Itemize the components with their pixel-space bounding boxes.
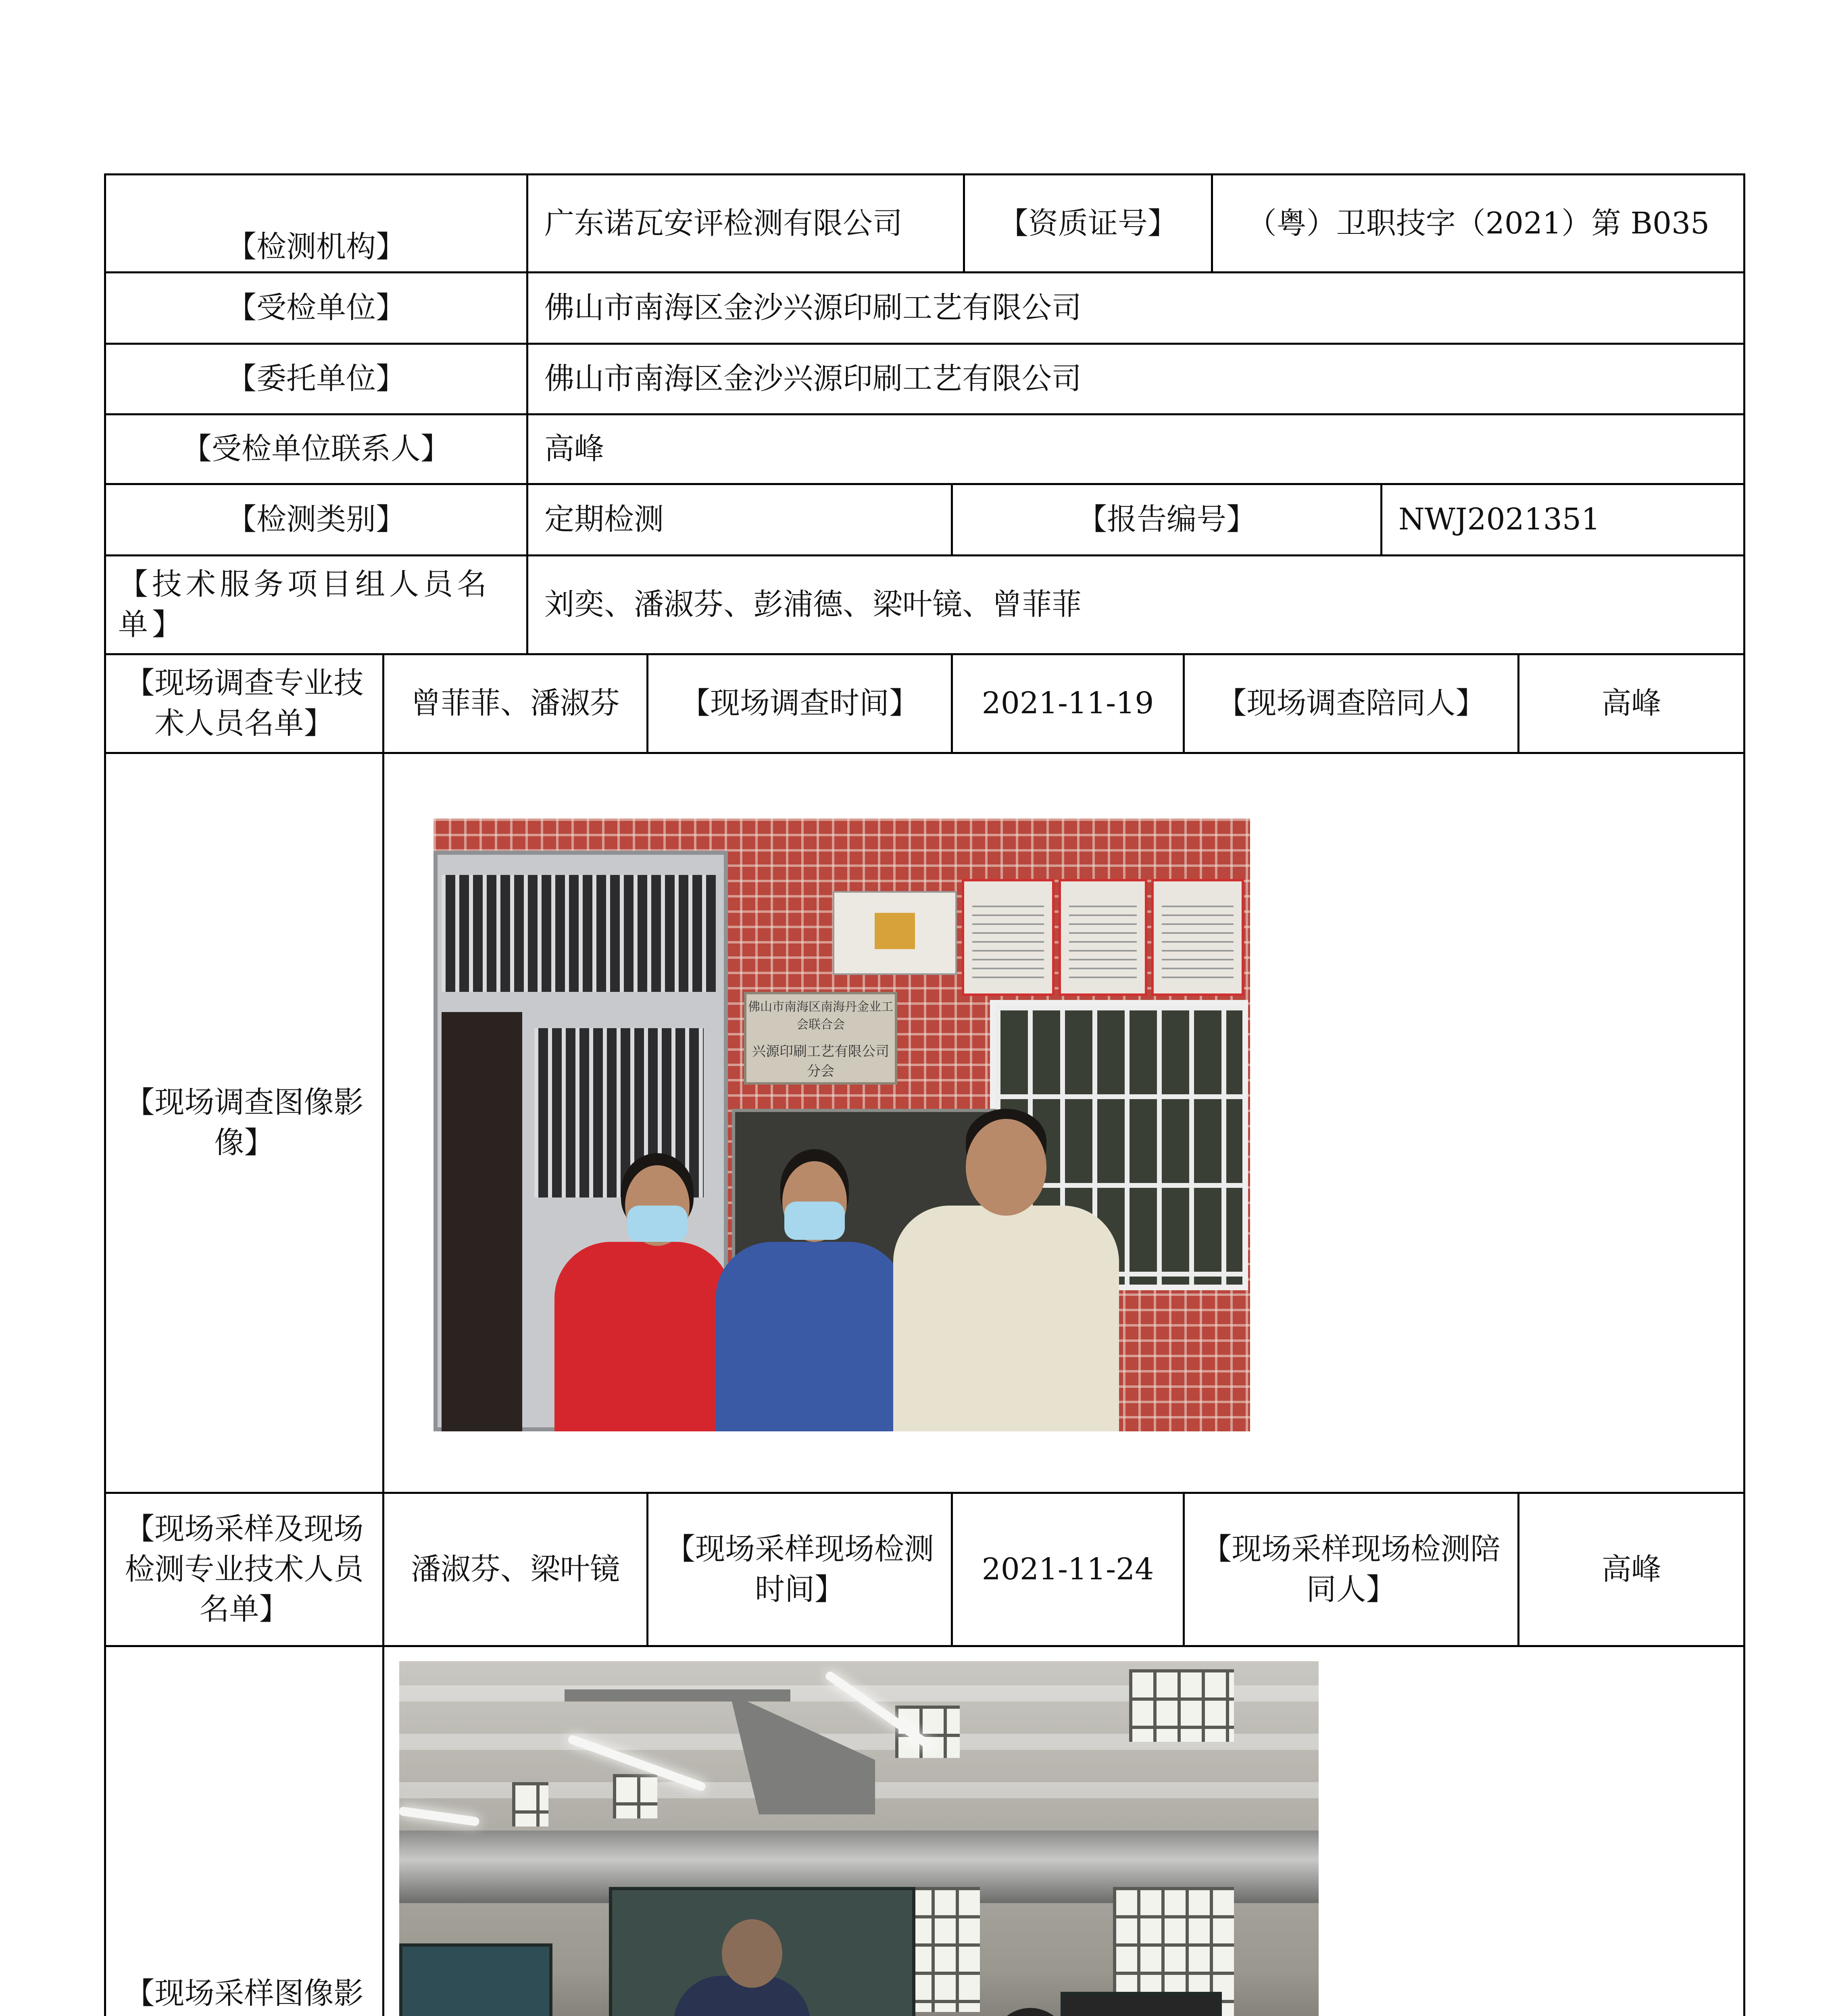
client-unit-label: 【委托单位】: [227, 361, 406, 396]
survey-photo-label-cell: [104, 752, 384, 1494]
survey-photo: [433, 818, 1250, 1431]
sampling-companion-value: 高峰: [1601, 1552, 1661, 1587]
sampling-staff-value: 潘淑芬、梁叶镜: [411, 1552, 620, 1587]
factory-window: [512, 1782, 548, 1826]
sampling-photo: [399, 1661, 1319, 2016]
notice-board-1: [962, 879, 1055, 996]
contact-value-cell: [526, 413, 1745, 485]
survey-staff-value: 曾菲菲、潘淑芬: [411, 686, 620, 721]
sampling-photo-label: 【现场采样图像影: [125, 1976, 364, 2011]
notice-board-3: [1151, 879, 1244, 996]
cert-value: （粤）卫职技字（2021）第 B035: [1246, 206, 1710, 241]
team-value: 刘奕、潘淑芬、彭浦德、梁叶镜、曾菲菲: [544, 587, 1082, 622]
client-unit-label-cell: [104, 343, 528, 415]
person-red-shirt-mask: [627, 1206, 688, 1242]
sampling-time-value: 2021-11-24: [982, 1552, 1154, 1587]
institution-label: 【检测机构】: [227, 229, 406, 264]
sampling-time-value-cell: [951, 1492, 1185, 1647]
institution-label-cell: [104, 173, 528, 273]
doorway: [442, 1012, 522, 1431]
contact-value: 高峰: [544, 431, 604, 467]
client-unit-value: 佛山市南海区金沙兴源印刷工艺有限公司: [544, 361, 1082, 396]
survey-time-label: 【现场调查时间】: [680, 686, 919, 721]
survey-staff-label: 【现场调查专业技术人员名单】: [125, 666, 364, 741]
report-number-label: 【报告编号】: [1077, 502, 1256, 537]
survey-time-value-cell: [951, 653, 1185, 754]
factory-window: [1129, 1669, 1234, 1742]
sampling-companion-label: 【现场采样现场检测陪同人】: [1202, 1531, 1501, 1607]
survey-time-value: 2021-11-19: [982, 686, 1154, 721]
person-red-shirt: [554, 1242, 732, 1431]
survey-companion-label: 【现场调查陪同人】: [1217, 686, 1486, 721]
survey-companion-label-cell: [1183, 653, 1519, 754]
survey-photo-label: 【现场调查图像影像】: [125, 1085, 364, 1160]
cert-label: 【资质证号】: [998, 206, 1178, 241]
sampling-photo-label-cell: [104, 1645, 384, 2016]
institution-value: 广东诺瓦安评检测有限公司: [544, 206, 902, 241]
sampling-time-label: 【现场采样现场检测时间】: [665, 1531, 934, 1607]
worker-plaid-shirt-head: [722, 1919, 782, 1988]
person-cream-jacket-head: [966, 1119, 1046, 1216]
machine-right: [1061, 1992, 1222, 2016]
union-sign: [744, 992, 897, 1085]
report-number-value: NWJ2021351: [1398, 502, 1601, 537]
team-label: 【技术服务项目组人员名单】: [118, 567, 491, 642]
team-label-cell: [104, 554, 528, 655]
inspected-unit-value-cell: [526, 271, 1745, 345]
survey-companion-value: 高峰: [1601, 686, 1661, 721]
category-value: 定期检测: [544, 502, 664, 537]
notice-board-2: [1059, 879, 1147, 996]
category-value-cell: [526, 483, 953, 556]
survey-companion-value-cell: [1517, 653, 1745, 754]
machine-left: [399, 1943, 552, 2016]
sampling-companion-label-cell: [1183, 1492, 1519, 1647]
factory-window: [613, 1774, 657, 1818]
survey-time-label-cell: [646, 653, 953, 754]
person-blue-uniform-mask: [784, 1202, 845, 1240]
sampling-staff-label-cell: [104, 1492, 384, 1647]
contact-label: 【受检单位联系人】: [182, 431, 450, 467]
union-sign-line1: 佛山市南海区南海丹金业工会联合会: [748, 1000, 893, 1032]
door-upper-grille: [442, 875, 716, 992]
survey-staff-label-cell: [104, 653, 384, 754]
report-number-label-cell: [951, 483, 1382, 556]
client-unit-value-cell: [526, 343, 1745, 415]
machine-hood: [565, 1689, 790, 1702]
sampling-time-label-cell: [646, 1492, 953, 1647]
inspected-unit-label-cell: [104, 271, 528, 345]
cert-label-cell: [963, 173, 1213, 273]
inspected-unit-label: 【受检单位】: [227, 290, 406, 325]
inspected-unit-value: 佛山市南海区金沙兴源印刷工艺有限公司: [544, 290, 1082, 325]
sampling-staff-label: 【现场采样及现场检测专业技术人员名单】: [125, 1511, 364, 1627]
category-label: 【检测类别】: [227, 502, 406, 537]
sampling-companion-value-cell: [1517, 1492, 1745, 1647]
cert-value-cell: [1211, 173, 1745, 273]
union-sign-line2: 兴源印刷工艺有限公司分会: [752, 1043, 889, 1079]
survey-staff-value-cell: [382, 653, 648, 754]
person-cream-jacket: [893, 1206, 1119, 1431]
person-blue-uniform: [716, 1242, 905, 1431]
institution-value-cell: [526, 173, 965, 273]
report-number-value-cell: [1380, 483, 1745, 556]
sampling-staff-value-cell: [382, 1492, 648, 1647]
certificate-plaque: [833, 891, 957, 975]
team-value-cell: [526, 554, 1745, 655]
category-label-cell: [104, 483, 528, 556]
contact-label-cell: [104, 413, 528, 485]
